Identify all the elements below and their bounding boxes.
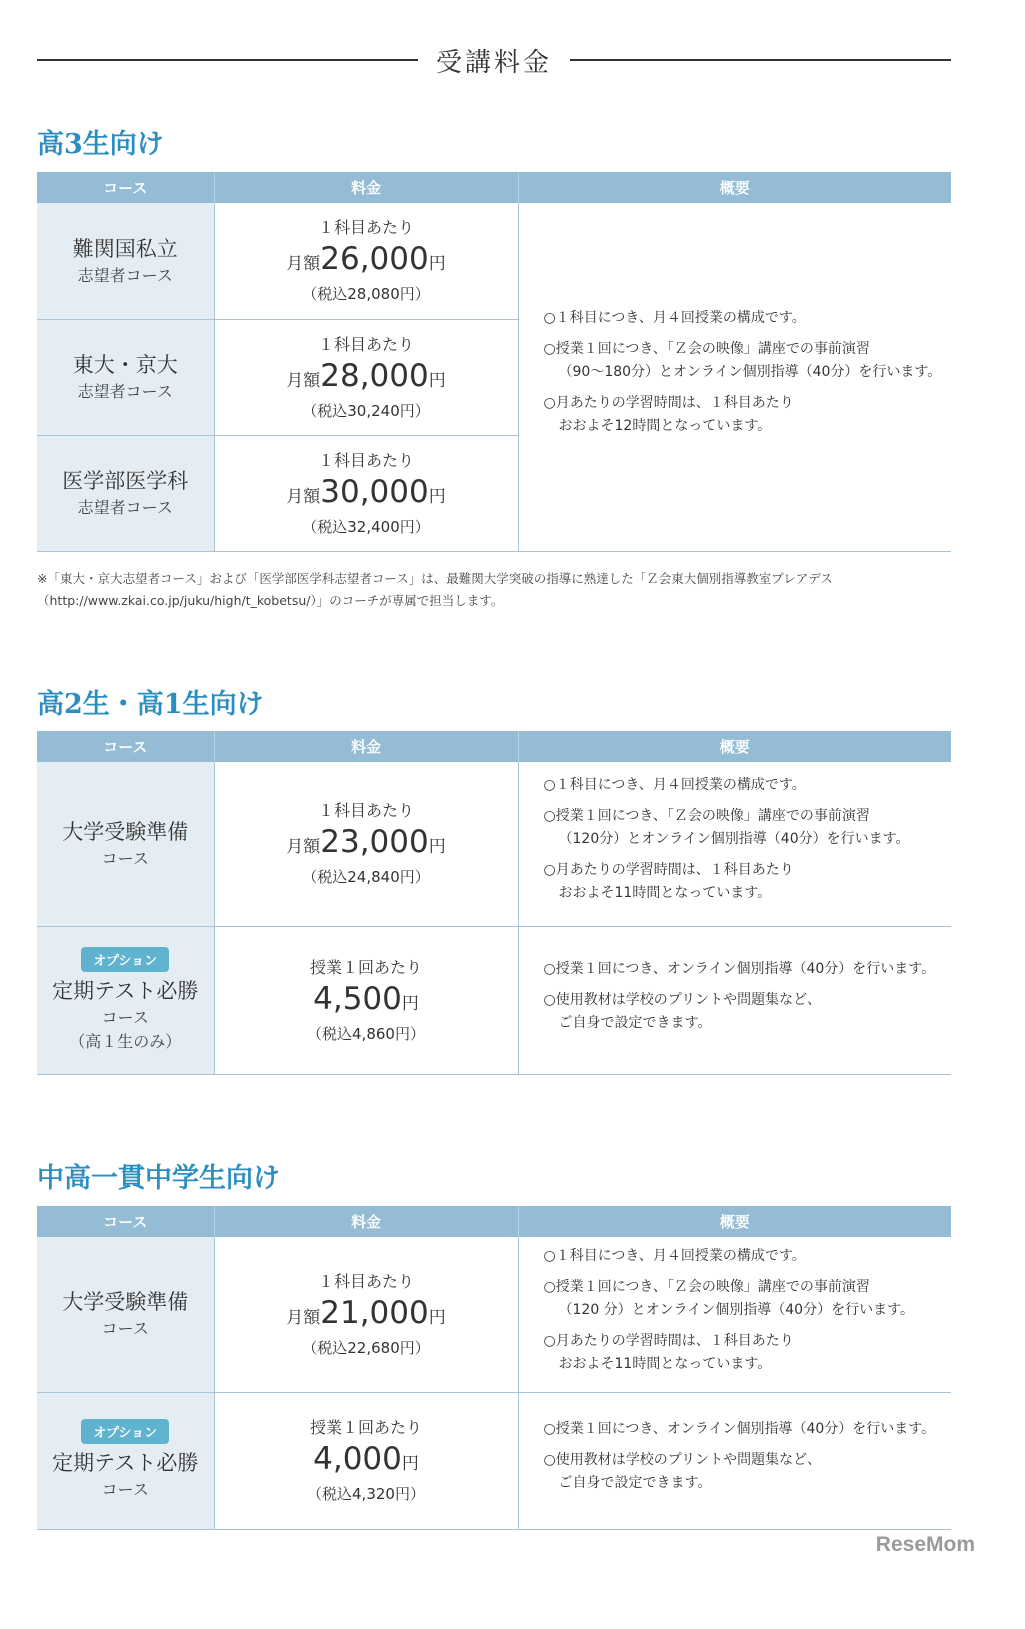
price-unit: 授業１回あたり — [309, 957, 422, 977]
header-price: 料金 — [214, 172, 518, 203]
price-unit: 授業１回あたり — [309, 1418, 422, 1437]
summary-line: おおよそ11時間となっています。 — [558, 1355, 772, 1372]
price-amount: 4,000 — [313, 1441, 402, 1477]
course-name: 大学受験準備 — [62, 1290, 189, 1315]
divider — [37, 59, 418, 61]
section-heading-grade3: 高3生向け — [37, 129, 164, 160]
header-summary: 概要 — [518, 172, 951, 203]
table-row — [37, 926, 951, 1074]
summary-cell — [518, 926, 951, 1074]
summary-line: （120分）とオンライン個別指導（40分）を行います。 — [558, 831, 910, 848]
price-amount: 30,000 — [320, 473, 429, 510]
price-unit: １科目あたり — [317, 801, 414, 821]
course-sub: コース — [101, 1480, 149, 1499]
summary-line: ○月あたりの学習時間は、１科目あたり — [543, 862, 794, 879]
divider — [570, 59, 951, 61]
price-prefix: 月額 — [286, 486, 321, 507]
price-prefix: 月額 — [286, 837, 321, 858]
price-unit: １科目あたり — [317, 218, 414, 238]
price-yen: 円 — [428, 837, 446, 858]
course-sub: コース — [101, 1007, 149, 1027]
price-amount: 26,000 — [320, 241, 429, 278]
price-yen: 円 — [428, 1307, 446, 1328]
option-badge: オプション — [81, 1419, 169, 1444]
page-title-row — [37, 40, 951, 80]
price-unit: １科目あたり — [317, 334, 414, 354]
summary-line: ○授業１回につき、「Ｚ会の映像」講座での事前演習 — [543, 341, 870, 358]
summary-line: ご自身で設定できます。 — [558, 1014, 712, 1031]
price-prefix: 月額 — [286, 370, 321, 391]
summary-cell — [518, 203, 951, 551]
price-tax: （税込4,320円） — [307, 1485, 425, 1503]
header-course: コース — [37, 172, 214, 203]
price-table-grade1-2 — [37, 731, 951, 1075]
price-yen: 円 — [428, 254, 446, 275]
course-name: 東大・京大 — [72, 353, 178, 377]
price-amount: 23,000 — [320, 824, 429, 861]
summary-line: おおよそ11時間となっています。 — [558, 885, 772, 902]
course-sub: 志望者コース — [77, 382, 173, 401]
course-name: 定期テスト必勝 — [52, 1451, 199, 1475]
price-table-grade3 — [37, 172, 951, 552]
summary-line: ○月あたりの学習時間は、１科目あたり — [543, 1332, 794, 1349]
price-yen: 円 — [401, 1454, 419, 1474]
summary-line: （90〜180分）とオンライン個別指導（40分）を行います。 — [558, 364, 942, 381]
header-price: 料金 — [214, 731, 518, 762]
price-tax: （税込32,400円） — [302, 517, 430, 536]
price-unit: １科目あたり — [317, 1271, 414, 1291]
header-course: コース — [37, 731, 214, 762]
option-badge: オプション — [81, 947, 169, 972]
summary-line: ご自身で設定できます。 — [558, 1475, 712, 1491]
resemom-logo: ReseMom — [875, 1533, 975, 1556]
course-sub: 志望者コース — [77, 265, 173, 285]
summary-cell — [518, 1237, 951, 1392]
page-title: 受講料金 — [436, 47, 553, 78]
table-row — [37, 762, 951, 926]
price-unit: １科目あたり — [317, 450, 414, 470]
header-summary: 概要 — [518, 731, 951, 762]
header-summary: 概要 — [518, 1206, 951, 1237]
price-tax: （税込30,240円） — [302, 401, 430, 420]
course-sub: コース — [101, 1319, 149, 1339]
summary-line: ○１科目につき、月４回授業の構成です。 — [543, 310, 806, 327]
price-prefix: 月額 — [286, 254, 321, 275]
summary-line: ○月あたりの学習時間は、１科目あたり — [543, 395, 794, 412]
price-amount: 28,000 — [320, 357, 429, 394]
summary-line: ○１科目につき、月４回授業の構成です。 — [543, 777, 806, 794]
price-prefix: 月額 — [286, 1307, 321, 1328]
summary-line: ○使用教材は学校のプリントや問題集など、 — [543, 1452, 822, 1468]
price-table-junior — [37, 1206, 951, 1530]
section-heading-junior: 中高一貫中学生向け — [37, 1163, 280, 1194]
price-amount: 4,500 — [313, 980, 402, 1017]
summary-line: ○授業１回につき、オンライン個別指導（40分）を行います。 — [543, 1421, 936, 1437]
course-eligibility: （高１生のみ） — [69, 1031, 182, 1051]
price-yen: 円 — [428, 486, 446, 507]
summary-line: ○使用教材は学校のプリントや問題集など、 — [543, 991, 822, 1008]
price-tax: （税込24,840円） — [302, 868, 430, 887]
summary-line: おおよそ12時間となっています。 — [558, 418, 772, 435]
footnote: ※「東大・京大志望者コース」および「医学部医学科志望者コース」は、最難関大学突破の指導に熟達した「Ｚ会東大個別指導教室プレアデス（http://www.zkai.co.jp/juku/high/t_kobetsu/）」のコーチが専属で担当します。 — [37, 571, 833, 608]
course-name: 難関国私立 — [72, 236, 178, 261]
course-name: 医学部医学科 — [62, 469, 189, 493]
price-yen: 円 — [401, 993, 419, 1014]
summary-line: ○１科目につき、月４回授業の構成です。 — [543, 1247, 806, 1264]
table-row — [37, 1237, 951, 1392]
section-heading-grade1-2: 高2生・高1生向け — [37, 689, 264, 720]
price-tax: （税込22,680円） — [302, 1338, 430, 1357]
summary-line: ○授業１回につき、オンライン個別指導（40分）を行います。 — [543, 960, 936, 977]
course-name: 定期テスト必勝 — [52, 978, 199, 1003]
header-price: 料金 — [214, 1206, 518, 1237]
course-name: 大学受験準備 — [62, 819, 189, 844]
price-tax: （税込28,080円） — [302, 285, 430, 304]
summary-cell — [518, 1392, 951, 1529]
course-sub: コース — [101, 848, 149, 868]
price-amount: 21,000 — [320, 1294, 429, 1331]
price-yen: 円 — [428, 370, 446, 391]
course-sub: 志望者コース — [77, 498, 173, 517]
table-row — [37, 1392, 951, 1529]
price-tax: （税込4,860円） — [307, 1024, 425, 1043]
summary-cell — [518, 762, 951, 926]
summary-line: （120 分）とオンライン個別指導（40分）を行います。 — [558, 1301, 914, 1318]
header-course: コース — [37, 1206, 214, 1237]
table-row — [37, 203, 951, 319]
summary-line: ○授業１回につき、「Ｚ会の映像」講座での事前演習 — [543, 808, 870, 825]
summary-line: ○授業１回につき、「Ｚ会の映像」講座での事前演習 — [543, 1278, 870, 1295]
